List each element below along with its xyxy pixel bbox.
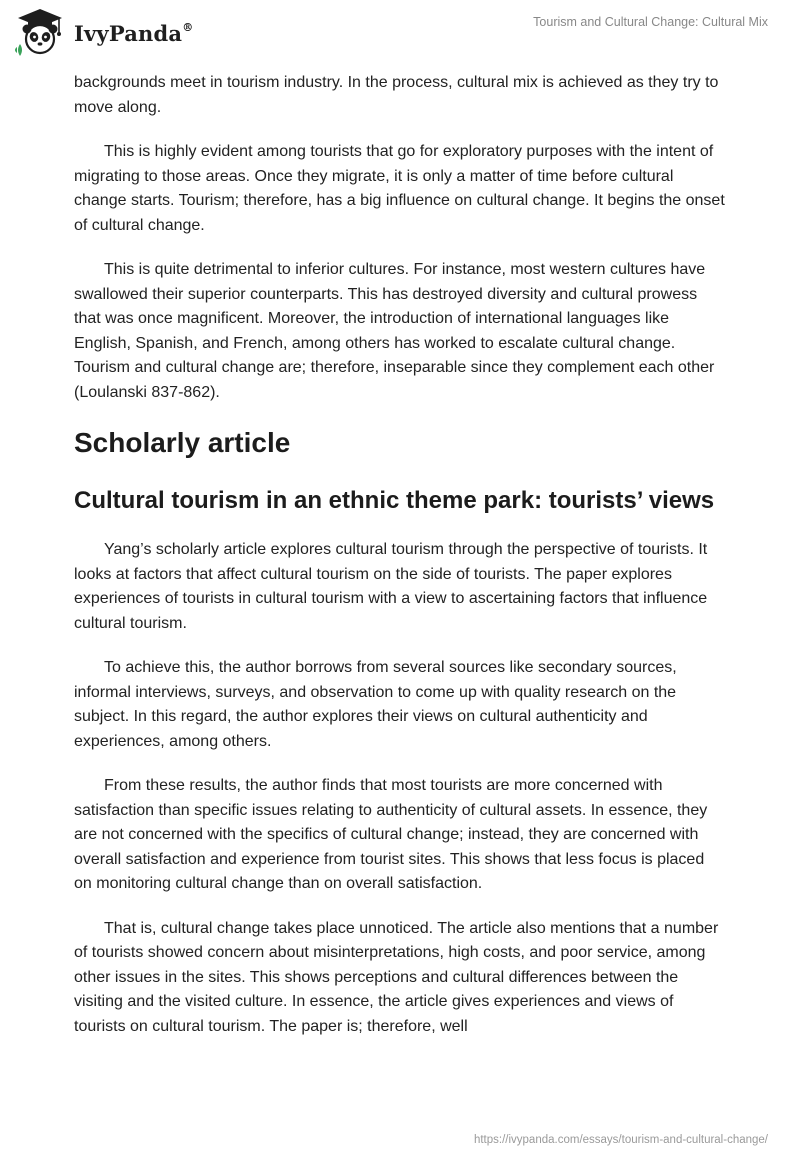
panda-graduation-cap-icon	[14, 6, 66, 58]
article-body	[74, 71, 726, 1059]
subsection-heading: Cultural tourism in an ethnic theme park: tourists’ views	[74, 487, 715, 514]
paragraph: To achieve this, the author borrows from several sources like secondary sources, informal interviews, surveys, and observation to come up with quality research on the subject. In this regard, the author explores their views on cultural authenticity and experiences, among others.	[74, 659, 677, 750]
paragraph: From these results, the author finds that most tourists are more concerned with satisfaction than specific issues relating to authenticity of cultural assets. In essence, they are not concerned with the specifics of cultural change; instead, they are concerned with overall satisfaction and experience from tourist sites. This shows that less focus is placed on monitoring cultural change than on overall satisfaction.	[74, 777, 708, 892]
paragraph: This is highly evident among tourists that go for exploratory purposes with the intent of migrating to those areas. Once they migrate, it is only a matter of time before cultural change starts. Tourism; therefore, has a big influence on cultural change. It begins the onset of cultural change.	[74, 143, 725, 234]
paragraph: This is quite detrimental to inferior cultures. For instance, most western cultures have swallowed their superior counterparts. This has destroyed diversity and cultural prowess that was once magnificent. Moreover, the introduction of international languages like English, Spanish, and French, among others has worked to escalate cultural change. Tourism and cultural change are; therefore, inseparable since they complement each other (Loulanski 837-862).	[74, 261, 715, 401]
paragraph: Yang’s scholarly article explores cultural tourism through the perspective of tourists. It looks at factors that affect cultural tourism on the side of tourists. The paper explores experiences of tourists in cultural tourism with a view to ascertaining factors that influence cultural tourism.	[74, 541, 708, 632]
source-url[interactable]: https://ivypanda.com/essays/tourism-and-cultural-change/	[473, 1134, 768, 1146]
ivypanda-logo[interactable]	[14, 6, 193, 58]
page-header	[0, 0, 800, 70]
paragraph: That is, cultural change takes place unnoticed. The article also mentions that a number of tourists showed concern about misinterpretations, high costs, and poor service, among other issues in the sites. This shows perceptions and cultural differences between the visiting and the visited culture. In essence, the article gives experiences and views of tourists on cultural tourism. The paper is; therefore, well	[74, 919, 719, 1035]
brand-name: IvyPanda®	[74, 20, 194, 46]
paragraph: backgrounds meet in tourism industry. In the process, cultural mix is achieved as they try to move along.	[74, 74, 719, 116]
document-title: Tourism and Cultural Change: Cultural Mix	[533, 15, 768, 29]
section-heading: Scholarly article	[74, 427, 291, 458]
